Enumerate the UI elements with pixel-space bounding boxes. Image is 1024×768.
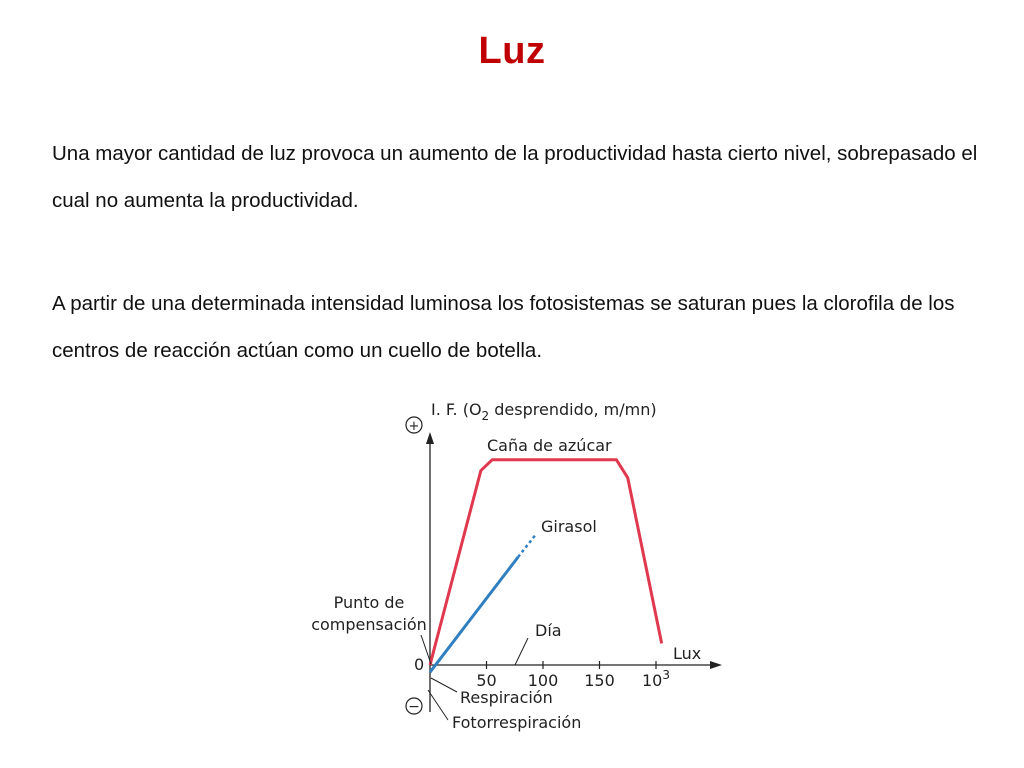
respiracion-leader <box>431 678 457 692</box>
dia-label: Día <box>535 621 562 640</box>
y-axis-label: I. F. ($O_2$ desprendido, m/mn) <box>431 400 657 423</box>
origin-label: 0 <box>414 655 425 674</box>
punto-label-line-1: Punto de <box>333 593 405 612</box>
series-dashed-tail-1 <box>518 535 535 557</box>
x-tick-label-exponent: 3 <box>662 668 670 682</box>
positive-marker: + <box>408 419 420 434</box>
x-tick-label: 100 <box>527 671 559 690</box>
negative-marker: − <box>408 699 420 715</box>
x-tick-label: 150 <box>584 671 615 690</box>
x-axis-arrow <box>710 661 722 669</box>
x-axis-label: Lux <box>673 644 702 663</box>
paragraph-light-productivity: Una mayor cantidad de luz provoca un aumento de la productividad hasta cierto nivel, sobrepasado el cual no aumenta la productividad. <box>52 142 978 212</box>
paragraph-photosystem-saturation: A partir de una determinada intensidad luminosa los fotosistemas se saturan pues la clorofila de los centros de reacción actúan como un cuello de botella. <box>52 292 955 362</box>
dia-leader <box>515 638 528 665</box>
series-label-cana: Caña de azúcar <box>487 436 612 455</box>
y-axis-arrow <box>426 432 434 444</box>
series-label-girasol: Girasol <box>541 517 597 536</box>
x-tick-label: $10^3$ <box>642 668 670 690</box>
punto-label-line-2: compensación <box>311 615 427 634</box>
respiracion-label: Respiración <box>460 688 553 707</box>
fotorrespiracion-label: Fotorrespiración <box>452 713 582 732</box>
slide-title: Luz <box>478 30 546 72</box>
fotorrespiracion-leader <box>428 690 448 720</box>
x-tick-label: 50 <box>476 671 497 690</box>
